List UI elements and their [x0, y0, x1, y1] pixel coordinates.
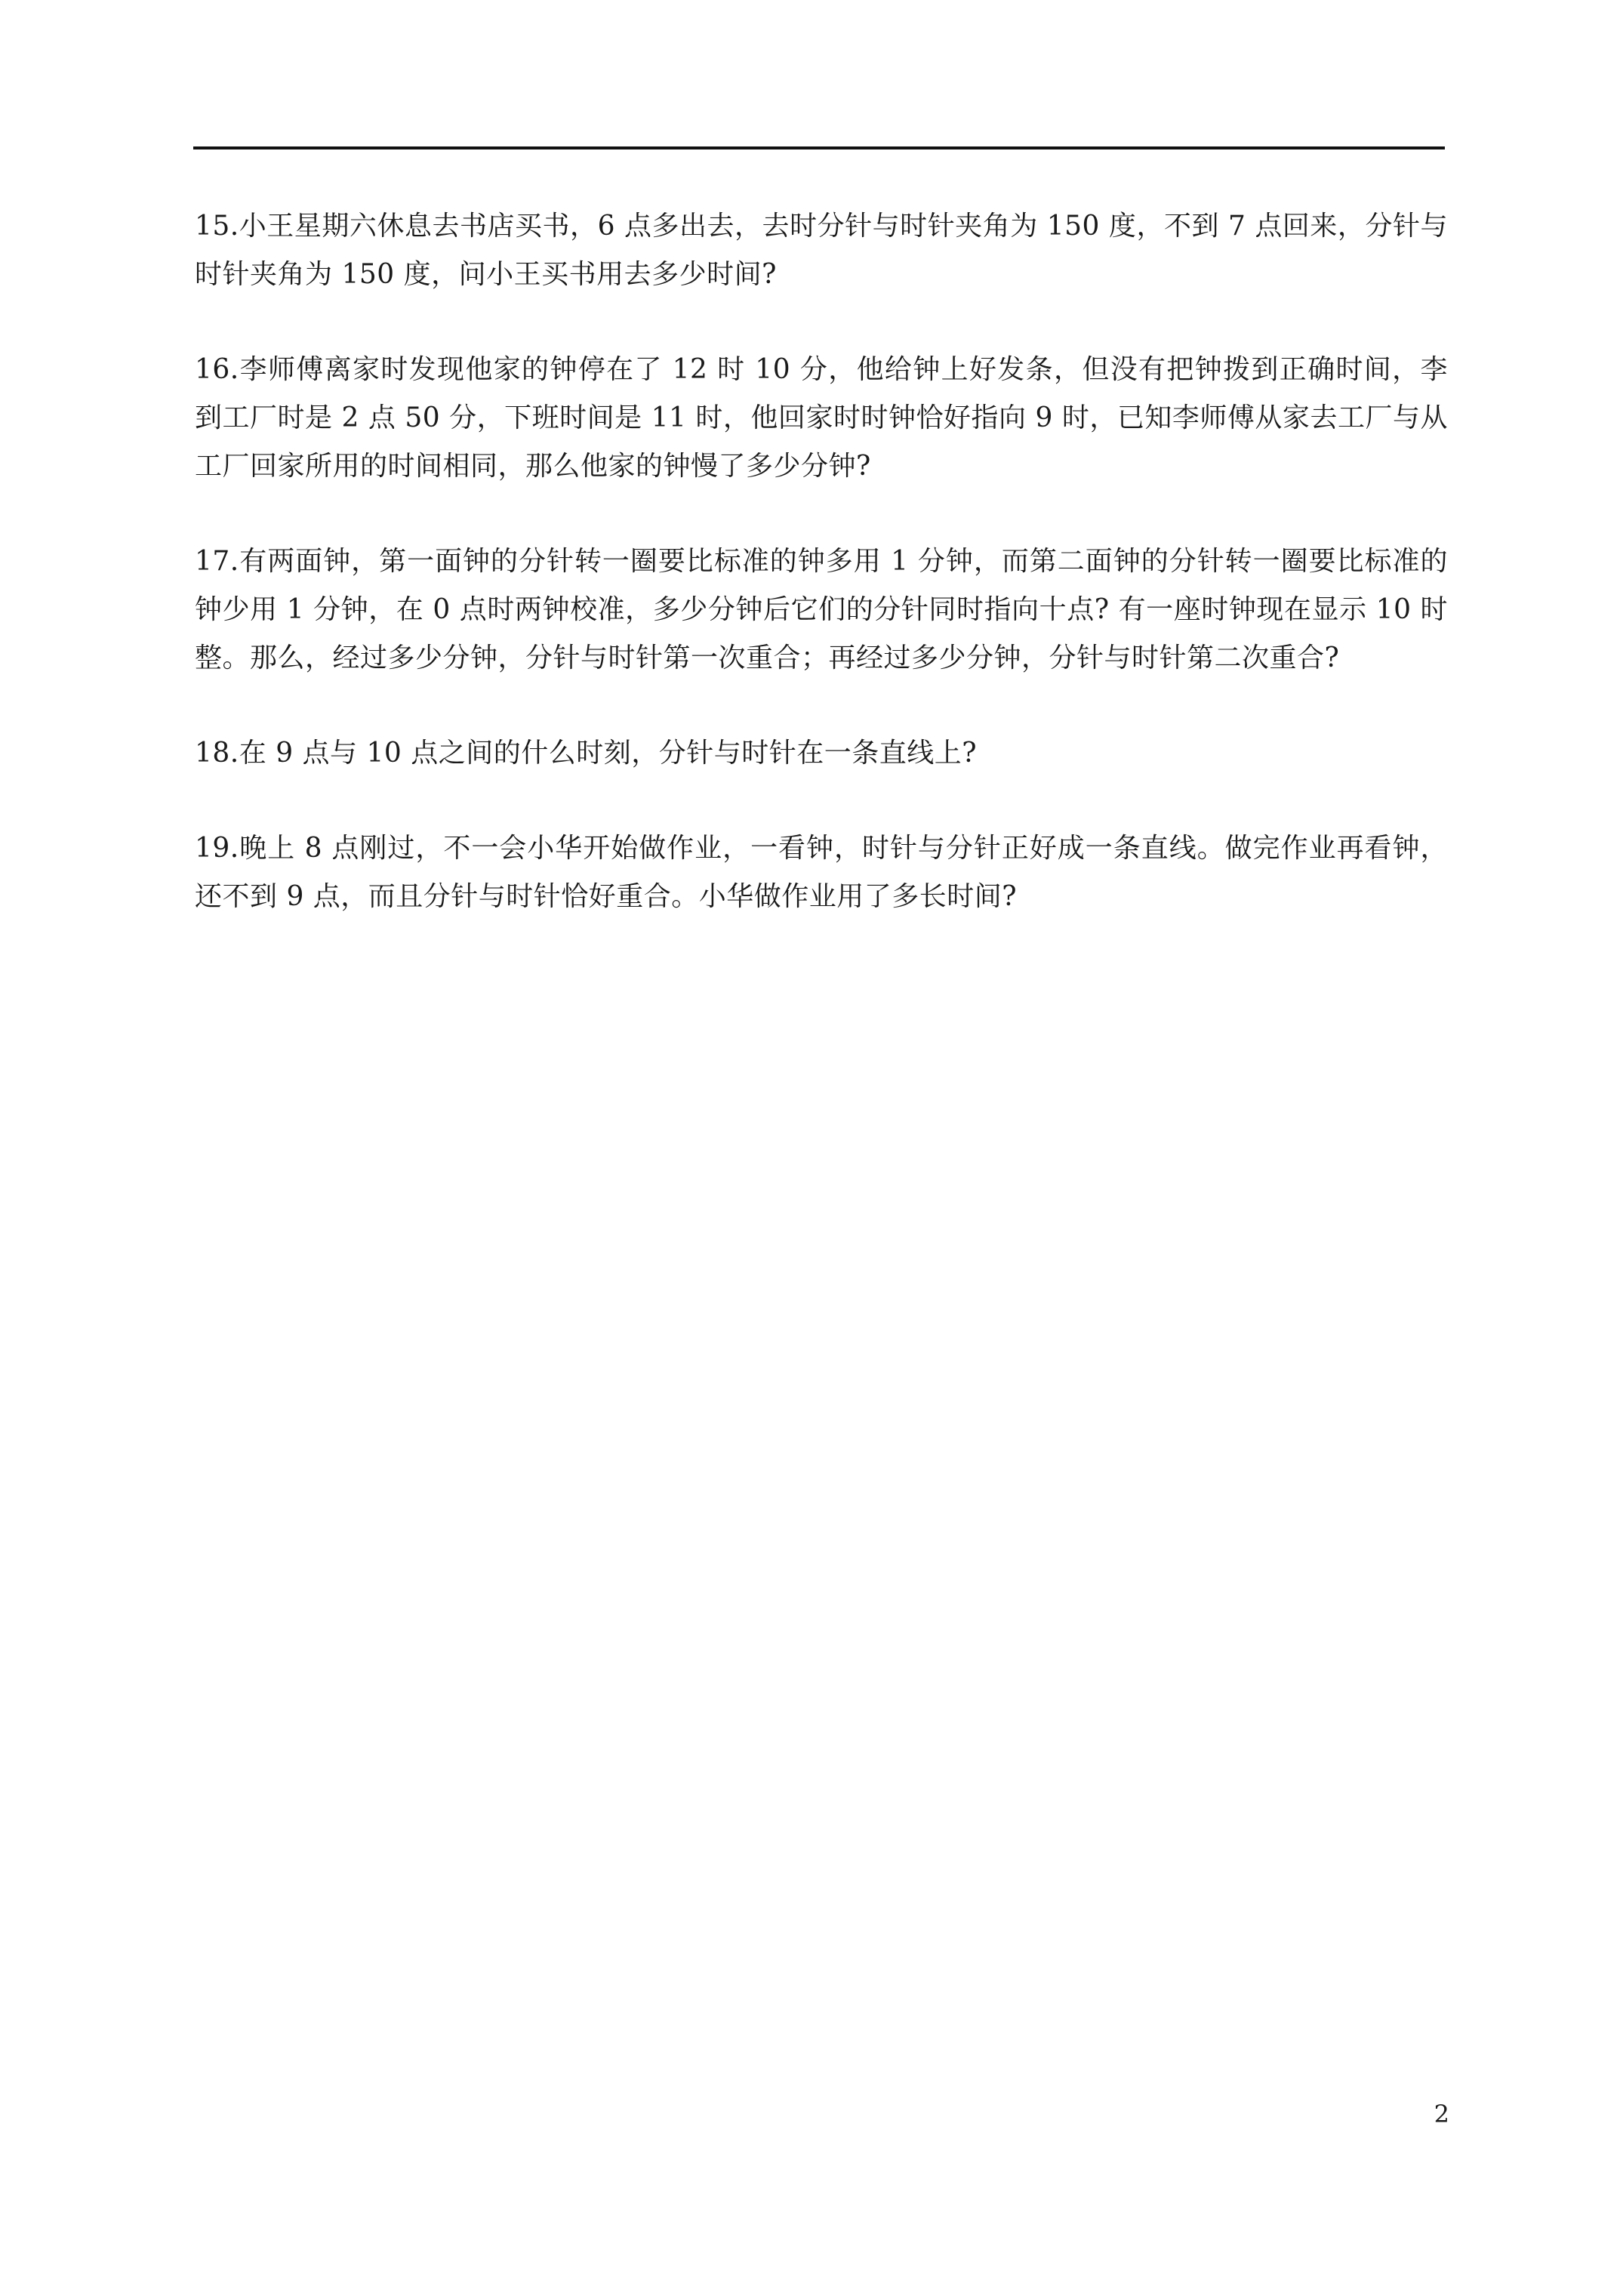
- problem-15: [195, 202, 1448, 299]
- problem-16: [195, 346, 1448, 491]
- problem-number: 18.: [195, 738, 239, 769]
- problem-number: 17.: [195, 546, 239, 577]
- problem-number: 19.: [195, 833, 239, 864]
- problem-list: [195, 202, 1448, 921]
- problem-19: [195, 824, 1448, 921]
- problem-text: 在 9 点与 10 点之间的什么时刻，分针与时针在一条直线上?: [239, 738, 978, 769]
- problem-number: 15.: [195, 211, 239, 242]
- problem-text: 有两面钟，第一面钟的分针转一圈要比标准的钟多用 1 分钟，而第二面钟的分针转一圈要比标准的钟少用 1 分钟，在 0 点时两钟校准，多少分钟后它们的分针同时指向十点? 有一座时钟现在显示 10 时整。那么，经过多少分钟，分针与时针第一次重合；再经过多少分钟，分针与时针第二次重合?: [195, 546, 1448, 673]
- problem-number: 16.: [195, 354, 239, 385]
- page-number: 2: [1434, 2100, 1449, 2128]
- problem-17: [195, 538, 1448, 683]
- problem-18: [195, 729, 1448, 778]
- header-rule: [193, 146, 1445, 149]
- problem-text: 李师傅离家时发现他家的钟停在了 12 时 10 分，他给钟上好发条，但没有把钟拨到正确时间，李到工厂时是 2 点 50 分，下班时间是 11 时，他回家时时钟恰好指向 9 时，已知李师傅从家去工厂与从工厂回家所用的时间相同，那么他家的钟慢了多少分钟?: [195, 354, 1448, 482]
- problem-text: 小王星期六休息去书店买书，6 点多出去，去时分针与时针夹角为 150 度，不到 7 点回来，分针与时针夹角为 150 度，问小王买书用去多少时间?: [195, 211, 1448, 290]
- problem-text: 晚上 8 点刚过，不一会小华开始做作业，一看钟，时针与分针正好成一条直线。做完作业再看钟，还不到 9 点，而且分针与时针恰好重合。小华做作业用了多长时间?: [195, 833, 1448, 912]
